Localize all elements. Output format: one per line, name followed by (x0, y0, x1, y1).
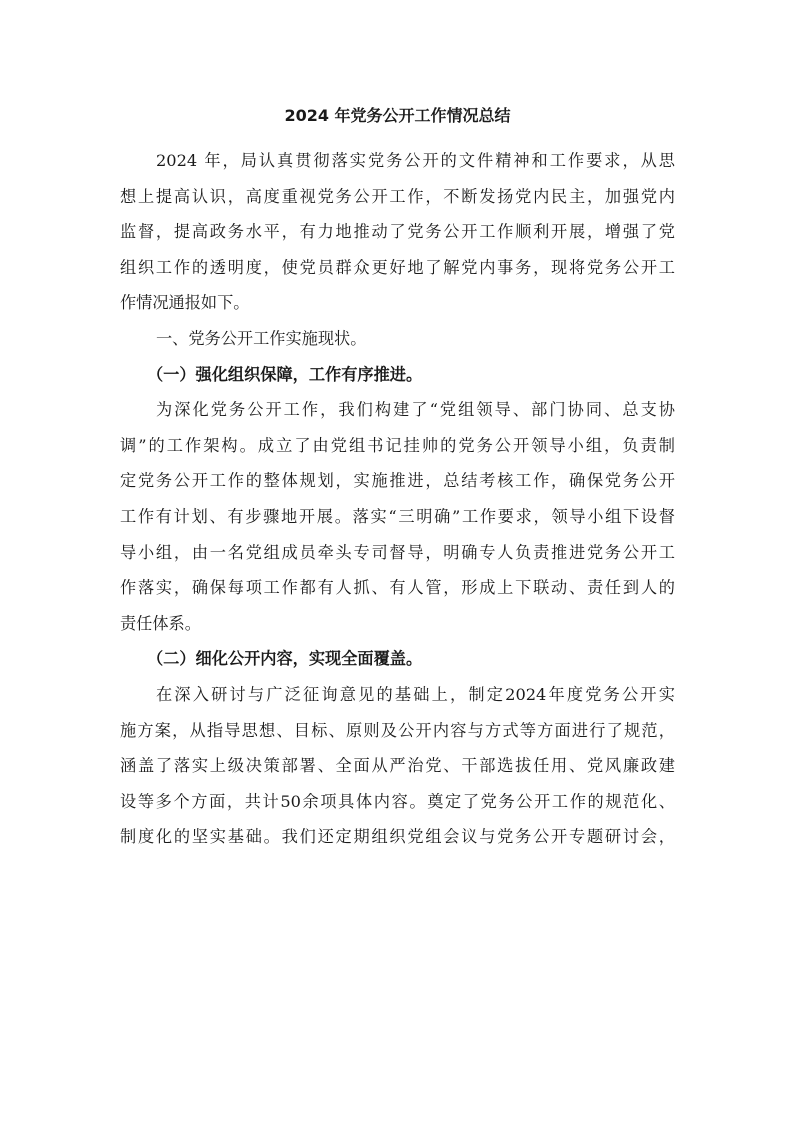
body-line: 想上提高认识，高度重视党务公开工作，不断发扬党内民主，加强党内 (120, 186, 675, 206)
body-line: 涵盖了落实上级决策部署、全面从严治党、干部选拔任用、党风廉政建 (120, 756, 675, 776)
section-heading: 一、党务公开工作实施现状。 (156, 328, 367, 348)
body-line: 作情况通报如下。 (120, 293, 250, 313)
body-line: 组织工作的透明度，使党员群众更好地了解党内事务，现将党务公开工 (120, 257, 675, 277)
subsection-heading: （一）强化组织保障，工作有序推进。 (147, 364, 423, 384)
body-line: 定党务公开工作的整体规划，实施推进，总结考核工作，确保党务公开 (120, 471, 675, 491)
document-body (120, 143, 675, 855)
body-line: 2024 年，局认真贯彻落实党务公开的文件精神和工作要求，从思 (156, 151, 675, 170)
body-line: 作落实，确保每项工作都有人抓、有人管，形成上下联动、责任到人的 (120, 578, 675, 598)
body-line: 在深入研讨与广泛征询意见的基础上，制定2024年度党务公开实 (156, 684, 675, 704)
body-line: 制度化的坚实基础。我们还定期组织党组会议与党务公开专题研讨会， (120, 827, 675, 847)
body-line: 设等多个方面，共计50余项具体内容。奠定了党务公开工作的规范化、 (120, 791, 675, 811)
document-title: 2024 年党务公开工作情况总结 (284, 106, 511, 125)
subsection-heading: （二）细化公开内容，实现全面覆盖。 (147, 649, 423, 669)
body-line: 导小组，由一名党组成员牵头专司督导，明确专人负责推进党务公开工 (120, 542, 675, 562)
body-line: 调”的工作架构。成立了由党组书记挂帅的党务公开领导小组，负责制 (120, 435, 675, 455)
body-line: 监督，提高政务水平，有力地推动了党务公开工作顺利开展，增强了党 (120, 222, 675, 242)
body-line: 工作有计划、有步骤地开展。落实“三明确”工作要求，领导小组下设督 (120, 506, 675, 526)
body-line: 施方案，从指导思想、目标、原则及公开内容与方式等方面进行了规范， (120, 720, 675, 740)
body-line: 责任体系。 (120, 613, 201, 633)
body-line: 为深化党务公开工作，我们构建了“党组领导、部门协同、总支协 (156, 400, 675, 420)
